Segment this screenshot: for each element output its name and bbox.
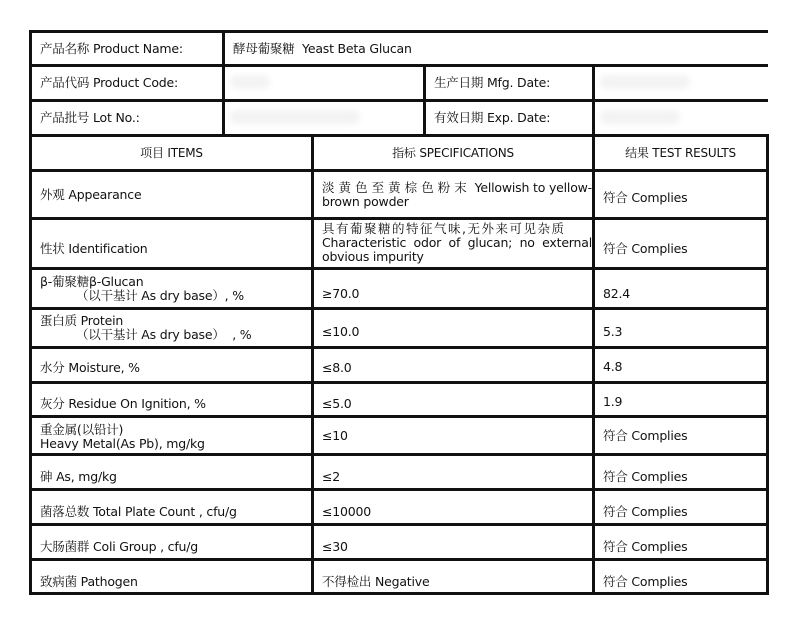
table-row-beta-glucan-item [32,270,311,307]
table-row-pathogen-result: 符合 Complies [603,573,688,589]
lot-no-value-redacted [230,110,360,124]
table-row-identification-item: 性状 Identification [40,240,148,256]
spec-en: Yellowish to yellow-brown powder [322,179,592,209]
item-line2: （以干基计 As dry base）, % [76,287,244,303]
table-row-residue-item: 灰分 Residue On Ignition, % [40,396,206,411]
table-row-residue-result: 1.9 [603,394,623,409]
table-row-pathogen-spec: 不得检出 Negative [322,573,430,589]
exp-date-value-redacted [600,110,680,124]
item-line2: （以干基计 As dry base） , % [76,327,252,342]
table-row-heavy-metal-item [32,418,311,456]
table-row-plate-count-spec: ≤10000 [322,504,372,519]
item-line2: Heavy Metal(As Pb), mg/kg [40,436,205,451]
spec-en: Characteristic odor of glucan; no external obvious impurity [322,235,592,264]
item-line1: 重金属(以铅计) [40,422,124,437]
column-header-specifications: 指标 SPECIFICATIONS [392,146,514,160]
lot-no-label: 产品批号 Lot No.: [40,110,140,125]
table-row-plate-count-result: 符合 Complies [603,504,688,519]
table-row-beta-glucan-spec: ≥70.0 [322,285,360,301]
table-row-identification-result: 符合 Complies [603,240,688,256]
table-row-moisture-result: 4.8 [603,359,623,374]
table-row-coli-spec: ≤30 [322,539,348,554]
spec-cn: 淡黄色至黄棕色粉末 [322,179,471,195]
table-row-coli-result: 符合 Complies [603,539,688,554]
table-row-moisture-item: 水分 Moisture, % [40,360,140,375]
table-row-moisture-spec: ≤8.0 [322,360,352,375]
item-line1: β-葡聚糖β-Glucan [40,273,144,289]
product-name-value: 酵母葡聚糖 Yeast Beta Glucan [233,40,412,56]
column-header-results: 结果 TEST RESULTS [625,146,736,160]
product-code-label: 产品代码 Product Code: [40,75,179,90]
table-row-protein-spec: ≤10.0 [322,324,360,339]
table-row-appearance-result: 符合 Complies [603,190,688,205]
table-row-residue-spec: ≤5.0 [322,396,352,411]
exp-date-label: 有效日期 Exp. Date: [434,110,551,125]
table-row-appearance-spec [314,172,592,217]
item-line1: 蛋白质 Protein [40,313,124,328]
product-code-value-redacted [230,75,270,89]
table-row-pathogen-item: 致病菌 Pathogen [40,573,138,589]
table-row-coli-item: 大肠菌群 Coli Group , cfu/g [40,539,198,554]
mfg-date-label: 生产日期 Mfg. Date: [434,75,551,90]
table-row-arsenic-item: 砷 As, mg/kg [40,469,117,484]
spec-cn: 具有葡聚糖的特征气味,无外来可见杂质 [322,221,566,236]
table-row-heavy-metal-result: 符合 Complies [603,427,688,443]
column-header-items: 项目 ITEMS [140,146,203,160]
table-row-protein-result: 5.3 [603,324,623,339]
table-row-beta-glucan-result: 82.4 [603,285,631,301]
table-row-identification-spec [314,219,592,267]
table-row-appearance-item: 外观 Appearance [40,186,142,202]
product-name-label: 产品名称 Product Name: [40,40,183,56]
table-row-arsenic-spec: ≤2 [322,469,341,484]
table-row-arsenic-result: 符合 Complies [603,469,688,484]
table-row-protein-item [32,310,311,346]
table-row-heavy-metal-spec: ≤10 [322,427,348,443]
mfg-date-value-redacted [600,75,690,89]
table-row-plate-count-item: 菌落总数 Total Plate Count , cfu/g [40,504,237,519]
